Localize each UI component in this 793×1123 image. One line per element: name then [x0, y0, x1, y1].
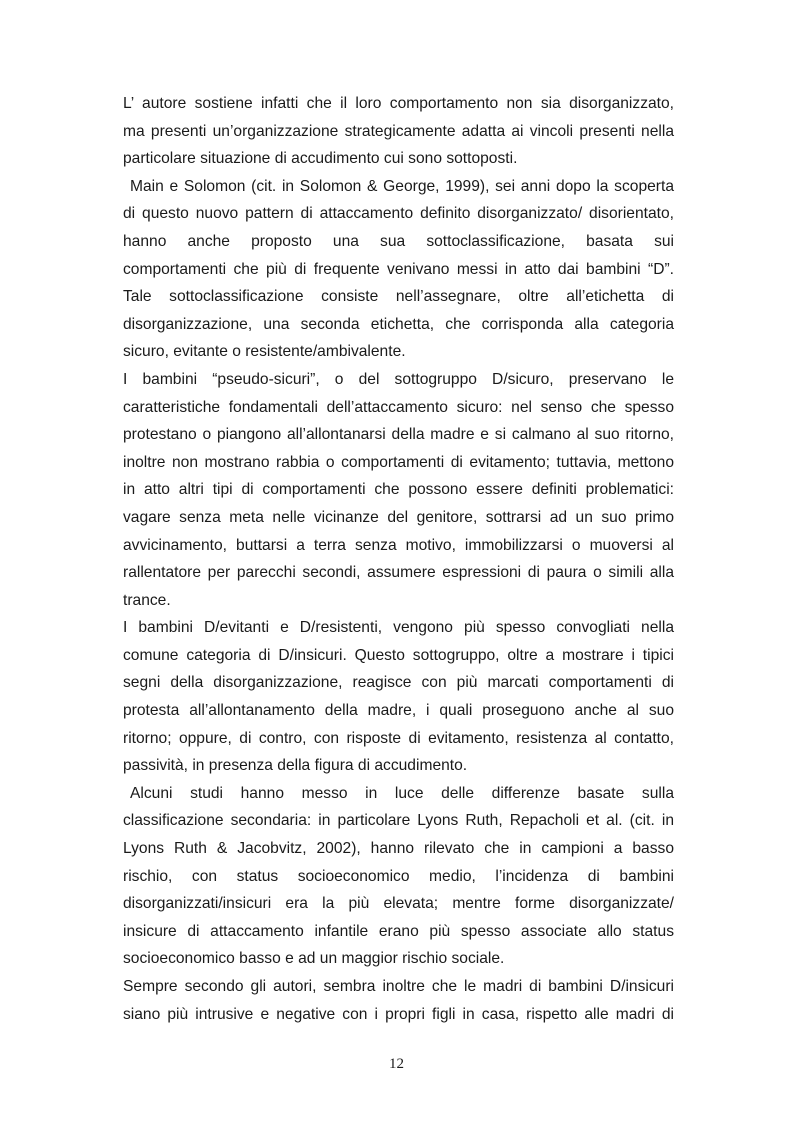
text-line: comportamenti che più di frequente venivano messi in atto dai bambini “D”. [123, 260, 674, 278]
text-line: inoltre non mostrano rabbia o comportamenti di evitamento; tuttavia, mettono [123, 453, 674, 471]
text-line: classificazione secondaria: in particolare Lyons Ruth, Repacholi et al. (cit. in [123, 812, 674, 830]
text-line: passività, in presenza della figura di accudimento. [123, 757, 468, 775]
text-line: socioeconomico basso e ad un maggior rischio sociale. [123, 950, 505, 968]
text-line: I bambini D/evitanti e D/resistenti, vengono più spesso convogliati nella [123, 619, 674, 637]
text-line: Alcuni studi hanno messo in luce delle differenze basate sulla [130, 784, 674, 802]
text-line: Sempre secondo gli autori, sembra inoltre che le madri di bambini D/insicuri [123, 978, 674, 995]
text-line: ritorno; oppure, di contro, con risposte di evitamento, resistenza al contatto, [123, 729, 674, 747]
text-line: protestano o piangono all’allontanarsi della madre e si calmano al suo ritorno, [123, 426, 674, 444]
text-line: comune categoria di D/insicuri. Questo sottogruppo, oltre a mostrare i tipici [123, 646, 674, 664]
text-line: hanno anche proposto una sua sottoclassificazione, basata sui [123, 232, 674, 250]
text-line: di questo nuovo pattern di attaccamento definito disorganizzato/ disorientato, [123, 205, 674, 223]
text-line: vagare senza meta nelle vicinanze del genitore, sottrarsi ad un suo primo [123, 508, 674, 526]
text-line: disorganizzazione, una seconda etichetta, che corrisponda alla categoria [123, 315, 674, 333]
text-line: particolare situazione di accudimento cui sono sottoposti. [123, 150, 518, 168]
page-number: 12 [389, 1056, 404, 1072]
text-line: rallentatore per parecchi secondi, assumere espressioni di paura o simili alla [123, 564, 674, 582]
text-line: avvicinamento, buttarsi a terra senza motivo, immobilizzarsi o muoversi al [123, 536, 674, 554]
text-line: in atto altri tipi di comportamenti che possono essere definiti problematici: [123, 481, 674, 499]
text-line: segni della disorganizzazione, reagisce con più marcati comportamenti di [123, 674, 674, 692]
text-line: Main e Solomon (cit. in Solomon & George, 1999), sei anni dopo la scoperta [130, 177, 674, 195]
text-line: Lyons Ruth & Jacobvitz, 2002), hanno rilevato che in campioni a basso [123, 840, 674, 858]
text-line: rischio, con status socioeconomico medio, l’incidenza di bambini [123, 867, 674, 885]
text-line: caratteristiche fondamentali dell’attaccamento sicuro: nel senso che spesso [123, 398, 674, 416]
text-line: trance. [123, 591, 171, 609]
body-text [123, 90, 674, 1028]
text-line: L’ autore sostiene infatti che il loro comportamento non sia disorganizzato, [123, 95, 674, 112]
text-line: ma presenti un’organizzazione strategicamente adatta ai vincoli presenti nella [123, 122, 674, 140]
text-line: insicure di attaccamento infantile erano più spesso associate allo status [123, 922, 674, 940]
text-line: protesta all’allontanamento della madre, i quali proseguono anche al suo [123, 702, 674, 720]
text-line: sicuro, evitante o resistente/ambivalente. [123, 343, 406, 361]
text-line: I bambini “pseudo-sicuri”, o del sottogruppo D/sicuro, preservano le [123, 370, 674, 388]
text-line: disorganizzati/insicuri era la più elevata; mentre forme disorganizzate/ [123, 895, 674, 913]
text-line: Tale sottoclassificazione consiste nell’assegnare, oltre all’etichetta di [123, 288, 674, 306]
text-line: siano più intrusive e negative con i propri figli in casa, rispetto alle madri di [123, 1005, 674, 1023]
